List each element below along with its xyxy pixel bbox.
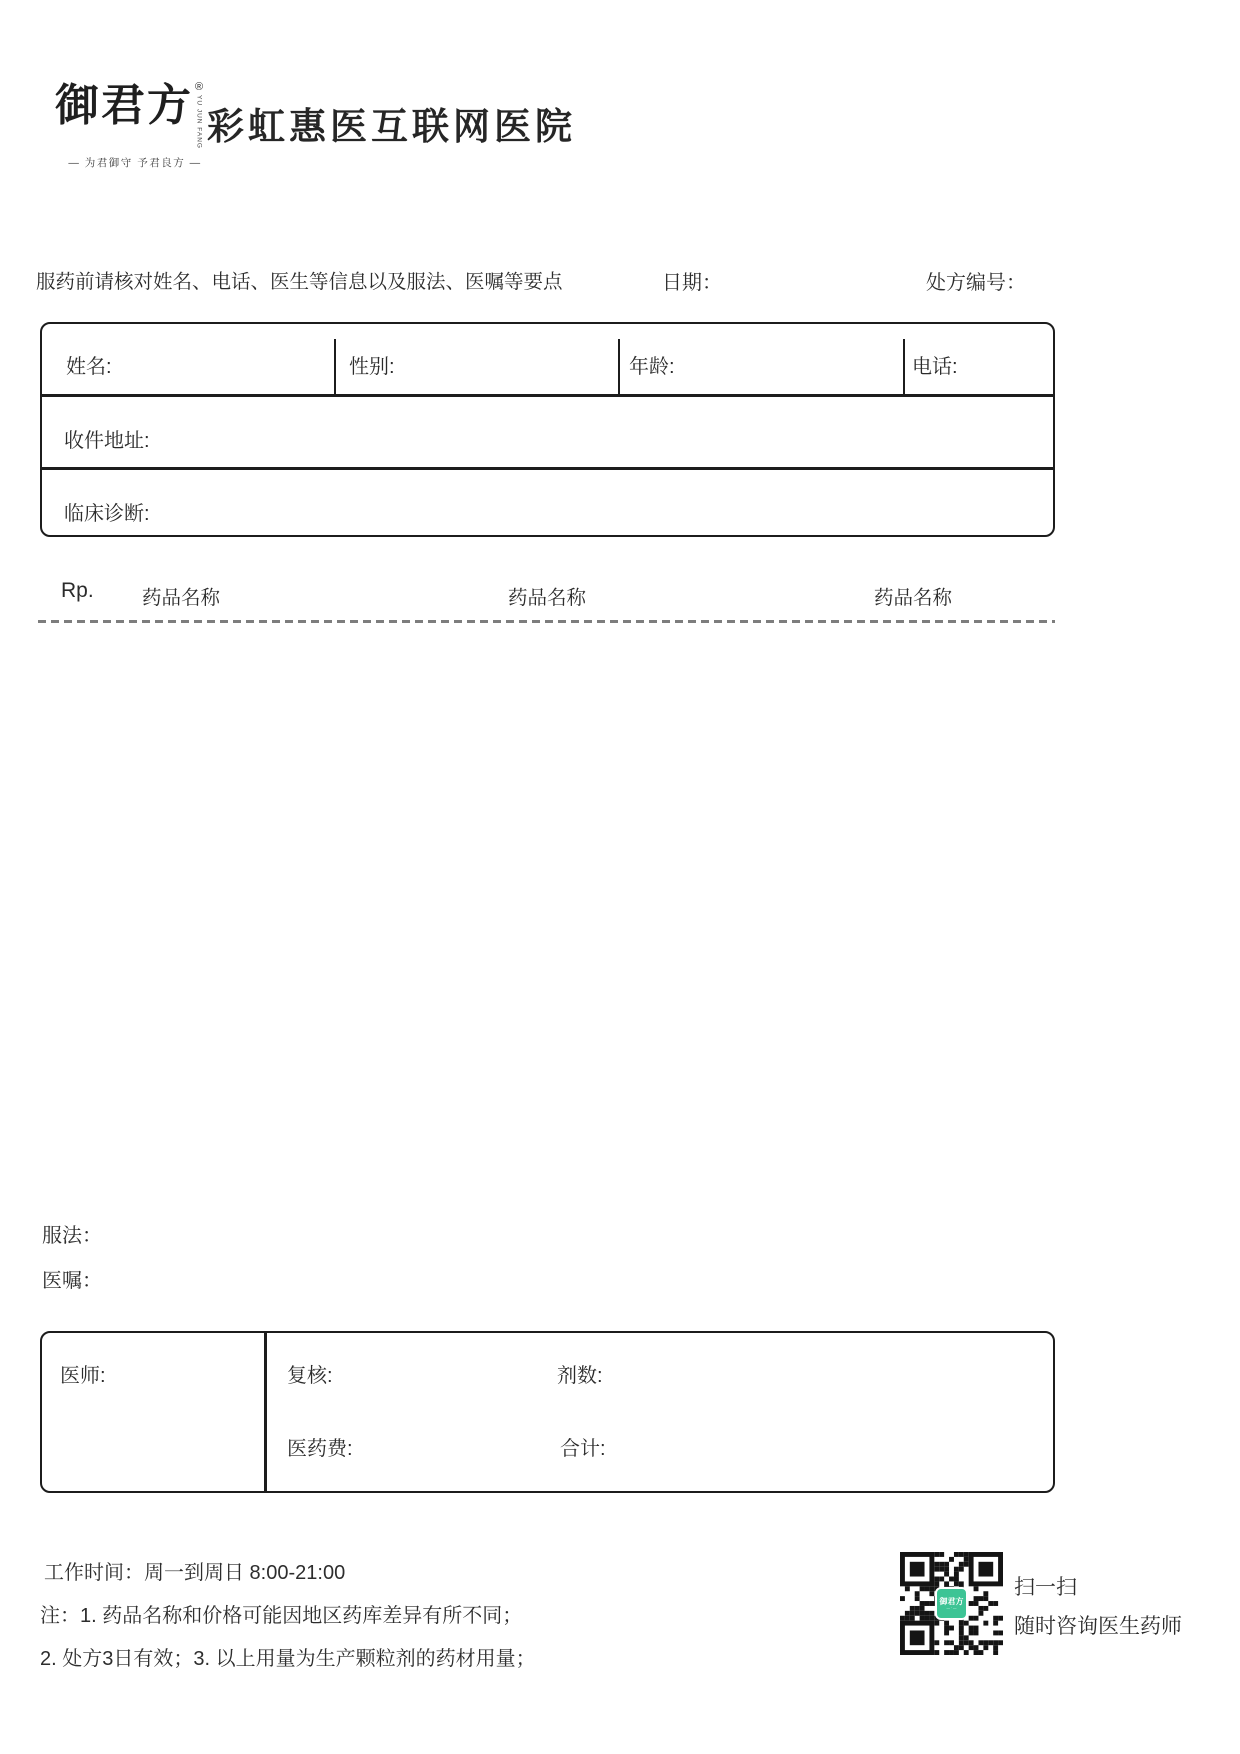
date-label: 日期： bbox=[662, 272, 722, 294]
brand-pinyin: YU JUN FANG bbox=[195, 95, 203, 149]
rp-label: Rp. bbox=[61, 579, 94, 602]
patient-box-vertical-divider-3 bbox=[903, 339, 905, 394]
footer-note-line2: 2. 处方3日有效；3. 以上用量为生产颗粒剂的药材用量； bbox=[40, 1648, 536, 1670]
patient-box-vertical-divider-2 bbox=[618, 339, 620, 394]
signoff-box bbox=[40, 1331, 1055, 1493]
registered-trademark-icon: ® bbox=[195, 81, 204, 93]
shipping-address-label: 收件地址: bbox=[64, 430, 150, 452]
rp-dashed-separator bbox=[38, 620, 1055, 623]
medication-check-reminder: 服药前请核对姓名、电话、医生等信息以及服法、医嘱等要点 bbox=[36, 271, 563, 293]
qr-scan-title: 扫一扫 bbox=[1014, 1576, 1077, 1599]
hospital-name: 彩虹惠医互联网医院 bbox=[207, 106, 576, 147]
doctor-label: 医师: bbox=[60, 1365, 106, 1387]
reviewer-label: 复核: bbox=[287, 1365, 333, 1387]
working-hours: 工作时间：周一到周日 8:00-21:00 bbox=[44, 1562, 346, 1584]
clinical-diagnosis-label: 临床诊断: bbox=[64, 503, 150, 525]
qr-logo-underline: — · — bbox=[946, 1605, 957, 1610]
phone-field-label: 电话: bbox=[912, 356, 958, 378]
qr-logo-text: 御君方 bbox=[939, 1596, 964, 1606]
patient-box-divider-row2 bbox=[42, 467, 1053, 470]
prescription-number-label: 处方编号： bbox=[926, 272, 1026, 294]
patient-box-divider-row1 bbox=[42, 394, 1053, 397]
patient-info-box bbox=[40, 322, 1055, 537]
name-field-label: 姓名: bbox=[66, 356, 112, 378]
drug-name-column-2: 药品名称 bbox=[508, 587, 587, 609]
qr-center-logo bbox=[935, 1587, 968, 1620]
brand-name: 御君方 bbox=[55, 81, 193, 130]
brand-logo bbox=[55, 82, 220, 170]
age-field-label: 年龄: bbox=[629, 356, 675, 378]
usage-method-label: 服法： bbox=[42, 1225, 102, 1247]
dose-count-label: 剂数: bbox=[557, 1365, 603, 1387]
doctor-advice-label: 医嘱： bbox=[42, 1270, 102, 1292]
signoff-box-vertical-divider bbox=[264, 1333, 267, 1491]
brand-slogan: — 为君御守 予君良方 — bbox=[68, 156, 202, 169]
drug-name-column-1: 药品名称 bbox=[142, 587, 221, 609]
qr-scan-subtitle: 随时咨询医生药师 bbox=[1014, 1615, 1182, 1638]
qr-code bbox=[900, 1552, 1003, 1655]
footer-note-line1: 注：1. 药品名称和价格可能因地区药库差异有所不同； bbox=[40, 1605, 523, 1627]
gender-field-label: 性别: bbox=[349, 356, 395, 378]
total-label: 合计: bbox=[560, 1438, 606, 1460]
patient-box-vertical-divider-1 bbox=[334, 339, 336, 394]
medicine-fee-label: 医药费: bbox=[287, 1438, 353, 1460]
drug-name-column-3: 药品名称 bbox=[874, 587, 953, 609]
